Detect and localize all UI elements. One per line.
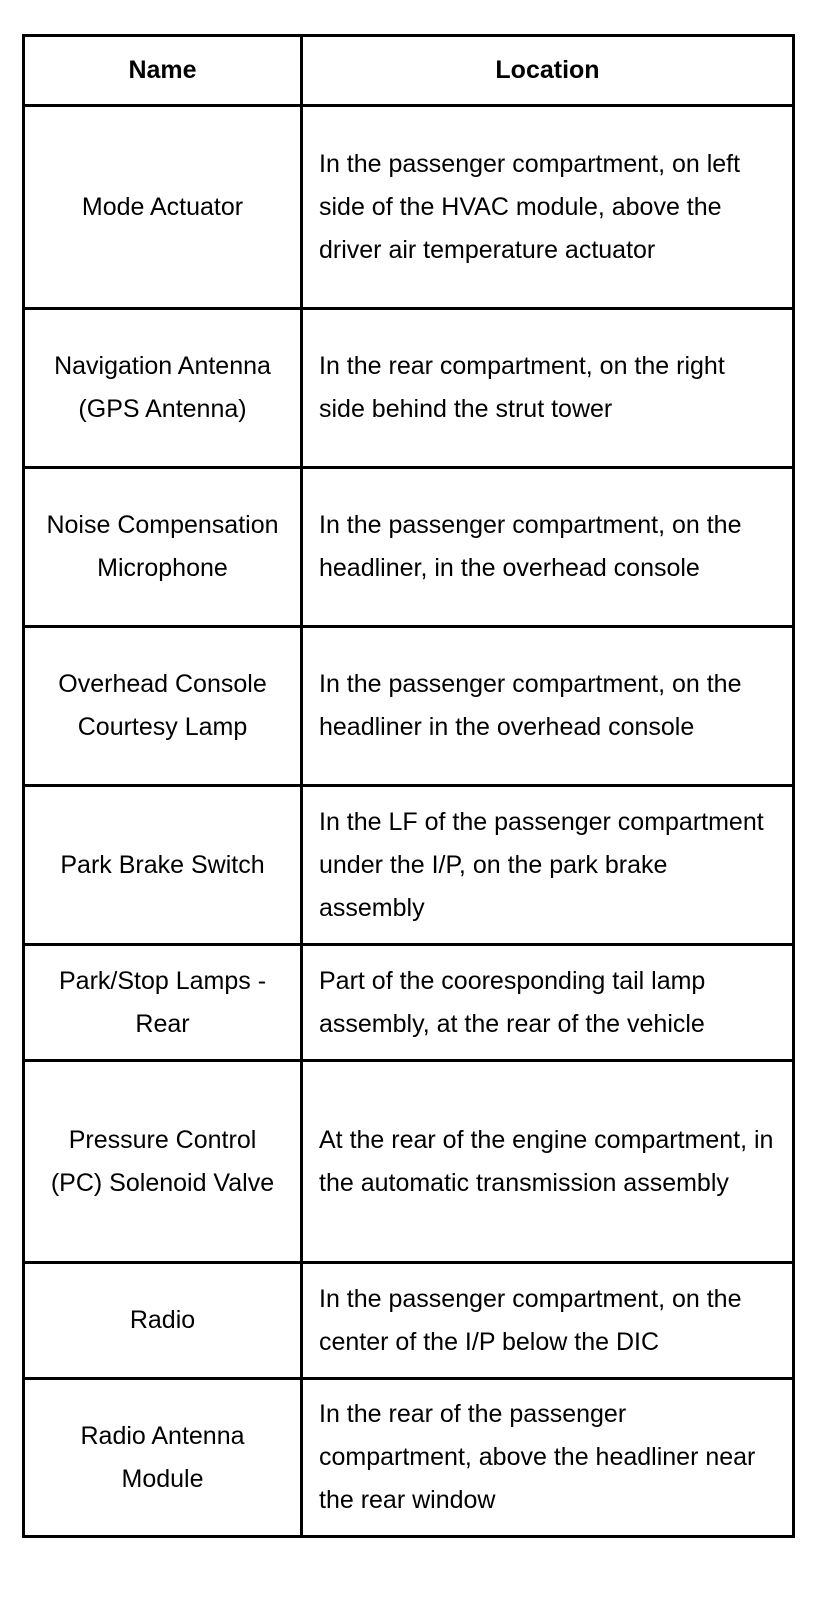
row-location-cell: In the rear of the passenger compartment, above the headliner near the rear window: [302, 1379, 794, 1537]
table-row: [24, 1263, 794, 1379]
row-location-cell: In the passenger compartment, on left side of the HVAC module, above the driver air temperature actuator: [302, 106, 794, 309]
row-location-cell: In the passenger compartment, on the center of the I/P below the DIC: [302, 1263, 794, 1379]
row-name-cell: Park Brake Switch: [24, 786, 302, 945]
row-location-cell: In the LF of the passenger compartment under the I/P, on the park brake assembly: [302, 786, 794, 945]
table-row: [24, 945, 794, 1061]
row-name-cell: Overhead Console Courtesy Lamp: [24, 627, 302, 786]
row-name-cell: Radio: [24, 1263, 302, 1379]
row-location-cell: Part of the cooresponding tail lamp assembly, at the rear of the vehicle: [302, 945, 794, 1061]
table-row: [24, 627, 794, 786]
table-row: [24, 1379, 794, 1537]
table-row: [24, 309, 794, 468]
table-header-row: [24, 36, 794, 106]
row-location-cell: In the rear compartment, on the right side behind the strut tower: [302, 309, 794, 468]
row-name-cell: Pressure Control (PC) Solenoid Valve: [24, 1061, 302, 1263]
row-name-cell: Radio Antenna Module: [24, 1379, 302, 1537]
table-row: [24, 106, 794, 309]
row-location-cell: In the passenger compartment, on the headliner in the overhead console: [302, 627, 794, 786]
table-row: [24, 468, 794, 627]
table-row: [24, 786, 794, 945]
column-header-location: Location: [302, 36, 794, 106]
component-location-table: [22, 34, 795, 1538]
row-name-cell: Mode Actuator: [24, 106, 302, 309]
row-location-cell: In the passenger compartment, on the headliner, in the overhead console: [302, 468, 794, 627]
row-name-cell: Navigation Antenna (GPS Antenna): [24, 309, 302, 468]
row-name-cell: Park/Stop Lamps - Rear: [24, 945, 302, 1061]
column-header-name: Name: [24, 36, 302, 106]
row-name-cell: Noise Compensation Microphone: [24, 468, 302, 627]
table-row: [24, 1061, 794, 1263]
row-location-cell: At the rear of the engine compartment, in the automatic transmission assembly: [302, 1061, 794, 1263]
